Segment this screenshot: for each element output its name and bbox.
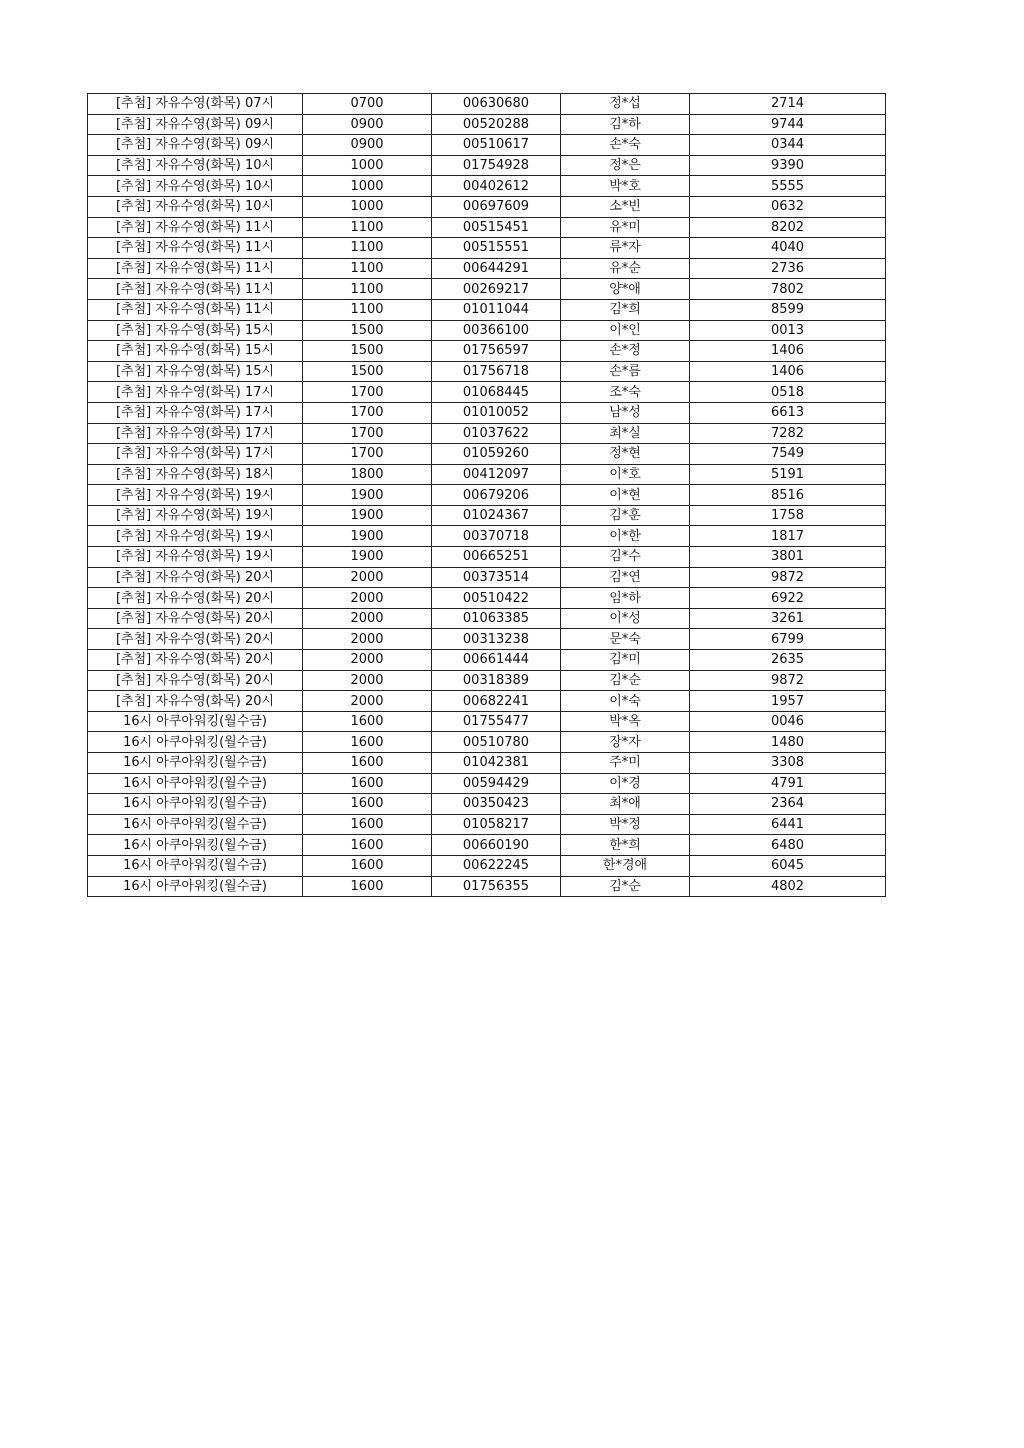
member-id-cell: 00370718	[432, 526, 561, 547]
table-row	[88, 238, 886, 259]
time-code-cell: 1900	[303, 547, 432, 568]
time-code-cell: 1100	[303, 258, 432, 279]
program-cell: [추첨] 자유수영(화목) 11시	[88, 217, 303, 238]
code-cell: 6922	[690, 588, 886, 609]
member-name-cell: 소*빈	[561, 196, 690, 217]
member-name-cell: 양*애	[561, 279, 690, 300]
member-name-cell: 김*순	[561, 876, 690, 897]
member-id-cell: 00269217	[432, 279, 561, 300]
program-cell: [추첨] 자유수영(화목) 15시	[88, 320, 303, 341]
table-row	[88, 794, 886, 815]
time-code-cell: 2000	[303, 588, 432, 609]
member-name-cell: 손*숙	[561, 135, 690, 156]
code-cell: 2635	[690, 650, 886, 671]
time-code-cell: 1600	[303, 773, 432, 794]
member-id-cell: 01068445	[432, 382, 561, 403]
member-name-cell: 한*경애	[561, 855, 690, 876]
member-name-cell: 임*하	[561, 588, 690, 609]
member-id-cell: 00697609	[432, 196, 561, 217]
table-row	[88, 608, 886, 629]
member-id-cell: 00402612	[432, 176, 561, 197]
member-id-cell: 01024367	[432, 505, 561, 526]
table-row	[88, 135, 886, 156]
table-row	[88, 196, 886, 217]
member-name-cell: 박*옥	[561, 711, 690, 732]
results-sheet	[87, 93, 885, 897]
table-row	[88, 423, 886, 444]
member-id-cell: 00510617	[432, 135, 561, 156]
program-cell: 16시 아쿠아워킹(월수금)	[88, 753, 303, 774]
program-cell: [추첨] 자유수영(화목) 15시	[88, 341, 303, 362]
time-code-cell: 1600	[303, 794, 432, 815]
time-code-cell: 1000	[303, 176, 432, 197]
member-id-cell: 01059260	[432, 444, 561, 465]
program-cell: [추첨] 자유수영(화목) 20시	[88, 608, 303, 629]
program-cell: 16시 아쿠아워킹(월수금)	[88, 876, 303, 897]
time-code-cell: 2000	[303, 629, 432, 650]
member-name-cell: 김*하	[561, 114, 690, 135]
member-id-cell: 00661444	[432, 650, 561, 671]
program-cell: [추첨] 자유수영(화목) 09시	[88, 114, 303, 135]
member-name-cell: 이*성	[561, 608, 690, 629]
member-name-cell: 이*호	[561, 464, 690, 485]
time-code-cell: 1100	[303, 217, 432, 238]
code-cell: 1406	[690, 341, 886, 362]
time-code-cell: 1700	[303, 423, 432, 444]
code-cell: 3261	[690, 608, 886, 629]
program-cell: [추첨] 자유수영(화목) 10시	[88, 196, 303, 217]
member-id-cell: 00515551	[432, 238, 561, 259]
table-row	[88, 94, 886, 115]
member-name-cell: 손*름	[561, 361, 690, 382]
member-name-cell: 김*수	[561, 547, 690, 568]
code-cell: 7549	[690, 444, 886, 465]
program-cell: [추첨] 자유수영(화목) 17시	[88, 423, 303, 444]
member-name-cell: 김*연	[561, 567, 690, 588]
member-id-cell: 00682241	[432, 691, 561, 712]
table-row	[88, 176, 886, 197]
time-code-cell: 2000	[303, 691, 432, 712]
member-name-cell: 박*호	[561, 176, 690, 197]
code-cell: 1817	[690, 526, 886, 547]
table-row	[88, 876, 886, 897]
member-id-cell: 00679206	[432, 485, 561, 506]
time-code-cell: 1500	[303, 341, 432, 362]
table-row	[88, 464, 886, 485]
code-cell: 2364	[690, 794, 886, 815]
member-id-cell: 00510780	[432, 732, 561, 753]
code-cell: 0344	[690, 135, 886, 156]
time-code-cell: 1600	[303, 753, 432, 774]
table-row	[88, 732, 886, 753]
member-id-cell: 01042381	[432, 753, 561, 774]
member-name-cell: 정*섭	[561, 94, 690, 115]
code-cell: 3801	[690, 547, 886, 568]
code-cell: 9744	[690, 114, 886, 135]
table-row	[88, 320, 886, 341]
code-cell: 6480	[690, 835, 886, 856]
member-name-cell: 장*자	[561, 732, 690, 753]
table-row	[88, 114, 886, 135]
member-id-cell: 01756718	[432, 361, 561, 382]
member-name-cell: 김*순	[561, 670, 690, 691]
time-code-cell: 1600	[303, 855, 432, 876]
member-name-cell: 김*미	[561, 650, 690, 671]
table-row	[88, 773, 886, 794]
table-row	[88, 279, 886, 300]
member-name-cell: 조*숙	[561, 382, 690, 403]
table-row	[88, 691, 886, 712]
member-id-cell: 00510422	[432, 588, 561, 609]
member-id-cell: 01058217	[432, 814, 561, 835]
member-id-cell: 00665251	[432, 547, 561, 568]
program-cell: [추첨] 자유수영(화목) 20시	[88, 567, 303, 588]
time-code-cell: 1600	[303, 814, 432, 835]
program-cell: [추첨] 자유수영(화목) 19시	[88, 547, 303, 568]
program-cell: 16시 아쿠아워킹(월수금)	[88, 711, 303, 732]
member-id-cell: 00630680	[432, 94, 561, 115]
program-cell: [추첨] 자유수영(화목) 18시	[88, 464, 303, 485]
time-code-cell: 0900	[303, 135, 432, 156]
code-cell: 9390	[690, 155, 886, 176]
table-row	[88, 629, 886, 650]
table-row	[88, 588, 886, 609]
code-cell: 5555	[690, 176, 886, 197]
table-row	[88, 711, 886, 732]
program-cell: [추첨] 자유수영(화목) 19시	[88, 526, 303, 547]
table-row	[88, 753, 886, 774]
time-code-cell: 0900	[303, 114, 432, 135]
member-id-cell: 01063385	[432, 608, 561, 629]
program-cell: [추첨] 자유수영(화목) 07시	[88, 94, 303, 115]
program-cell: [추첨] 자유수영(화목) 19시	[88, 485, 303, 506]
program-cell: [추첨] 자유수영(화목) 20시	[88, 629, 303, 650]
code-cell: 0013	[690, 320, 886, 341]
time-code-cell: 1900	[303, 505, 432, 526]
code-cell: 1957	[690, 691, 886, 712]
member-name-cell: 이*인	[561, 320, 690, 341]
code-cell: 7802	[690, 279, 886, 300]
code-cell: 2714	[690, 94, 886, 115]
code-cell: 3308	[690, 753, 886, 774]
program-cell: 16시 아쿠아워킹(월수금)	[88, 835, 303, 856]
code-cell: 7282	[690, 423, 886, 444]
code-cell: 0632	[690, 196, 886, 217]
table-row	[88, 299, 886, 320]
member-id-cell: 01011044	[432, 299, 561, 320]
table-row	[88, 835, 886, 856]
member-name-cell: 유*미	[561, 217, 690, 238]
time-code-cell: 2000	[303, 650, 432, 671]
member-name-cell: 김*훈	[561, 505, 690, 526]
time-code-cell: 1700	[303, 382, 432, 403]
member-id-cell: 01010052	[432, 402, 561, 423]
member-id-cell: 00644291	[432, 258, 561, 279]
table-row	[88, 382, 886, 403]
program-cell: [추첨] 자유수영(화목) 11시	[88, 299, 303, 320]
code-cell: 9872	[690, 567, 886, 588]
member-id-cell: 00594429	[432, 773, 561, 794]
code-cell: 2736	[690, 258, 886, 279]
time-code-cell: 1000	[303, 196, 432, 217]
table-row	[88, 670, 886, 691]
member-id-cell: 00350423	[432, 794, 561, 815]
code-cell: 1480	[690, 732, 886, 753]
member-id-cell: 00660190	[432, 835, 561, 856]
time-code-cell: 1600	[303, 711, 432, 732]
time-code-cell: 2000	[303, 608, 432, 629]
member-id-cell: 01755477	[432, 711, 561, 732]
member-id-cell: 00313238	[432, 629, 561, 650]
program-cell: [추첨] 자유수영(화목) 17시	[88, 444, 303, 465]
member-id-cell: 01756597	[432, 341, 561, 362]
member-name-cell: 최*실	[561, 423, 690, 444]
time-code-cell: 1900	[303, 526, 432, 547]
code-cell: 6045	[690, 855, 886, 876]
program-cell: 16시 아쿠아워킹(월수금)	[88, 794, 303, 815]
program-cell: [추첨] 자유수영(화목) 11시	[88, 238, 303, 259]
time-code-cell: 1700	[303, 402, 432, 423]
time-code-cell: 1500	[303, 361, 432, 382]
table-row	[88, 258, 886, 279]
table-row	[88, 526, 886, 547]
code-cell: 5191	[690, 464, 886, 485]
time-code-cell: 2000	[303, 567, 432, 588]
program-cell: [추첨] 자유수영(화목) 20시	[88, 670, 303, 691]
code-cell: 4040	[690, 238, 886, 259]
member-id-cell: 01754928	[432, 155, 561, 176]
member-name-cell: 손*정	[561, 341, 690, 362]
member-name-cell: 류*자	[561, 238, 690, 259]
time-code-cell: 1100	[303, 299, 432, 320]
program-cell: [추첨] 자유수영(화목) 20시	[88, 588, 303, 609]
time-code-cell: 1900	[303, 485, 432, 506]
code-cell: 1406	[690, 361, 886, 382]
program-cell: [추첨] 자유수영(화목) 10시	[88, 176, 303, 197]
member-id-cell: 00622245	[432, 855, 561, 876]
program-cell: 16시 아쿠아워킹(월수금)	[88, 814, 303, 835]
member-id-cell: 00318389	[432, 670, 561, 691]
member-name-cell: 정*현	[561, 444, 690, 465]
program-cell: 16시 아쿠아워킹(월수금)	[88, 855, 303, 876]
member-name-cell: 이*숙	[561, 691, 690, 712]
program-cell: [추첨] 자유수영(화목) 20시	[88, 691, 303, 712]
member-id-cell: 00412097	[432, 464, 561, 485]
member-id-cell: 01756355	[432, 876, 561, 897]
table-row	[88, 814, 886, 835]
table-row	[88, 155, 886, 176]
code-cell: 0046	[690, 711, 886, 732]
member-name-cell: 박*정	[561, 814, 690, 835]
member-id-cell: 00373514	[432, 567, 561, 588]
table-row	[88, 361, 886, 382]
table-row	[88, 567, 886, 588]
time-code-cell: 1100	[303, 279, 432, 300]
time-code-cell: 1500	[303, 320, 432, 341]
member-name-cell: 남*성	[561, 402, 690, 423]
member-id-cell: 01037622	[432, 423, 561, 444]
code-cell: 4802	[690, 876, 886, 897]
code-cell: 0518	[690, 382, 886, 403]
member-name-cell: 이*한	[561, 526, 690, 547]
program-cell: [추첨] 자유수영(화목) 09시	[88, 135, 303, 156]
member-name-cell: 한*희	[561, 835, 690, 856]
program-cell: [추첨] 자유수영(화목) 11시	[88, 258, 303, 279]
program-cell: [추첨] 자유수영(화목) 10시	[88, 155, 303, 176]
table-row	[88, 217, 886, 238]
program-cell: [추첨] 자유수영(화목) 19시	[88, 505, 303, 526]
member-id-cell: 00520288	[432, 114, 561, 135]
time-code-cell: 1000	[303, 155, 432, 176]
member-name-cell: 유*순	[561, 258, 690, 279]
code-cell: 6799	[690, 629, 886, 650]
time-code-cell: 2000	[303, 670, 432, 691]
lottery-results-table	[87, 93, 886, 897]
time-code-cell: 1100	[303, 238, 432, 259]
time-code-cell: 1600	[303, 876, 432, 897]
program-cell: [추첨] 자유수영(화목) 17시	[88, 382, 303, 403]
program-cell: [추첨] 자유수영(화목) 11시	[88, 279, 303, 300]
member-name-cell: 이*현	[561, 485, 690, 506]
table-row	[88, 341, 886, 362]
table-row	[88, 650, 886, 671]
program-cell: [추첨] 자유수영(화목) 15시	[88, 361, 303, 382]
member-name-cell: 김*희	[561, 299, 690, 320]
code-cell: 8516	[690, 485, 886, 506]
code-cell: 8202	[690, 217, 886, 238]
time-code-cell: 1600	[303, 732, 432, 753]
code-cell: 1758	[690, 505, 886, 526]
table-row	[88, 855, 886, 876]
code-cell: 8599	[690, 299, 886, 320]
table-body	[88, 94, 886, 897]
table-row	[88, 485, 886, 506]
member-name-cell: 문*숙	[561, 629, 690, 650]
member-name-cell: 정*은	[561, 155, 690, 176]
program-cell: 16시 아쿠아워킹(월수금)	[88, 732, 303, 753]
code-cell: 6613	[690, 402, 886, 423]
time-code-cell: 1800	[303, 464, 432, 485]
program-cell: 16시 아쿠아워킹(월수금)	[88, 773, 303, 794]
table-row	[88, 547, 886, 568]
member-id-cell: 00515451	[432, 217, 561, 238]
code-cell: 9872	[690, 670, 886, 691]
program-cell: [추첨] 자유수영(화목) 17시	[88, 402, 303, 423]
program-cell: [추첨] 자유수영(화목) 20시	[88, 650, 303, 671]
table-row	[88, 444, 886, 465]
code-cell: 6441	[690, 814, 886, 835]
code-cell: 4791	[690, 773, 886, 794]
member-name-cell: 최*애	[561, 794, 690, 815]
time-code-cell: 0700	[303, 94, 432, 115]
time-code-cell: 1700	[303, 444, 432, 465]
member-name-cell: 주*미	[561, 753, 690, 774]
table-row	[88, 402, 886, 423]
member-name-cell: 이*경	[561, 773, 690, 794]
table-row	[88, 505, 886, 526]
time-code-cell: 1600	[303, 835, 432, 856]
member-id-cell: 00366100	[432, 320, 561, 341]
